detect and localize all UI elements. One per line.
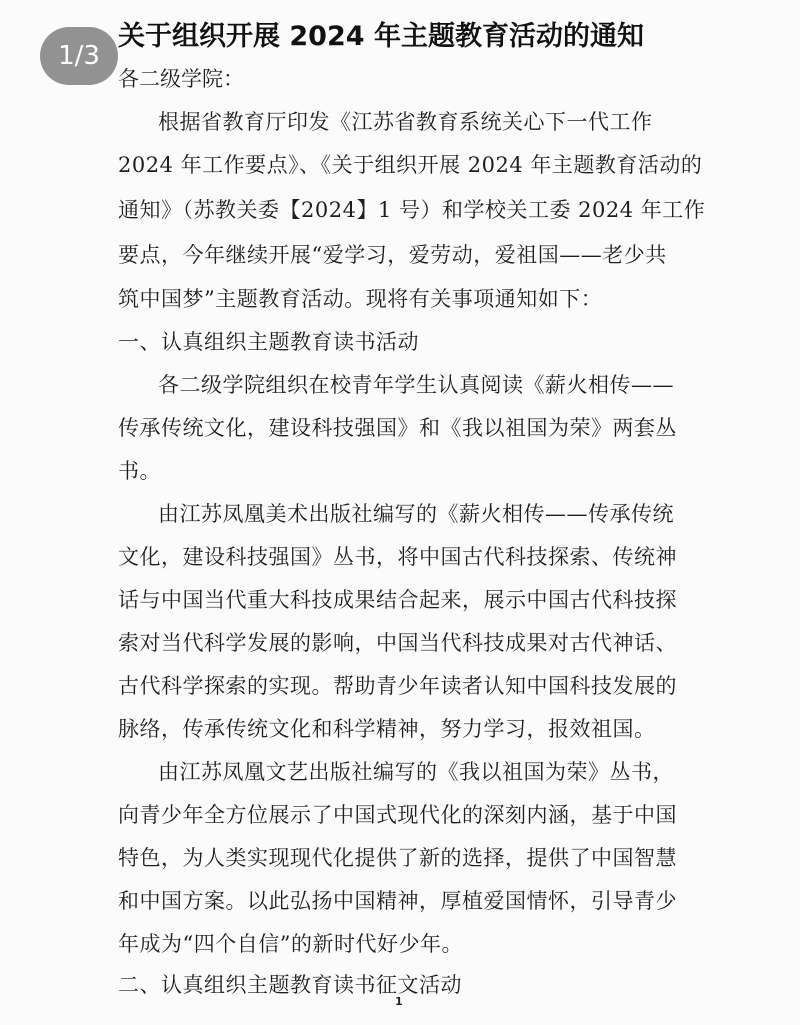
section-heading-2: 二、认真组织主题教育读书征文活动 <box>118 973 462 997</box>
paragraph-line: 索对当代科学发展的影响，中国当代科技成果对古代神话、 <box>118 631 677 655</box>
document-title: 关于组织开展 2024 年主题教育活动的通知 <box>118 21 644 52</box>
paragraph-line: 书。 <box>118 459 161 483</box>
paragraph-line: 各二级学院组织在校青年学生认真阅读《薪火相传—— <box>158 373 674 397</box>
page-number: 1 <box>395 995 403 1008</box>
paragraph-line: 通知》（苏教关委【2024】1 号）和学校关工委 2024 年工作 <box>118 198 706 222</box>
paragraph-line: 筑中国梦”主题教育活动。现将有关事项通知如下： <box>118 287 603 311</box>
paragraph-line: 脉络，传承传统文化和科学精神，努力学习，报效祖国。 <box>118 717 656 741</box>
paragraph-line: 传承传统文化，建设科技强国》和《我以祖国为荣》两套丛 <box>118 416 677 440</box>
paragraph-line: 由江苏凤凰文艺出版社编写的《我以祖国为荣》丛书， <box>158 760 674 784</box>
paragraph-line: 文化，建设科技强国》丛书，将中国古代科技探索、传统神 <box>118 545 677 569</box>
paragraph-line: 和中国方案。以此弘扬中国精神，厚植爱国情怀，引导青少 <box>118 889 677 913</box>
paragraph-line: 古代科学探索的实现。帮助青少年读者认知中国科技发展的 <box>118 674 677 698</box>
paragraph-line: 向青少年全方位展示了中国式现代化的深刻内涵，基于中国 <box>118 803 677 827</box>
page-counter-badge: 1/3 <box>40 27 118 85</box>
paragraph-line: 特色，为人类实现现代化提供了新的选择，提供了中国智慧 <box>118 846 677 870</box>
paragraph-line: 2024 年工作要点》、《关于组织开展 2024 年主题教育活动的 <box>118 153 703 177</box>
paragraph-line: 话与中国当代重大科技成果结合起来，展示中国古代科技探 <box>118 588 677 612</box>
paragraph-line: 根据省教育厅印发《江苏省教育系统关心下一代工作 <box>158 110 653 134</box>
paragraph-line: 由江苏凤凰美术出版社编写的《薪火相传——传承传统 <box>158 502 674 526</box>
paragraph-line: 要点，今年继续开展“爱学习，爱劳动，爱祖国——老少共 <box>118 243 667 267</box>
salutation: 各二级学院： <box>118 67 244 91</box>
paragraph-line: 年成为“四个自信”的新时代好少年。 <box>118 932 463 956</box>
section-heading-1: 一、认真组织主题教育读书活动 <box>118 330 419 354</box>
